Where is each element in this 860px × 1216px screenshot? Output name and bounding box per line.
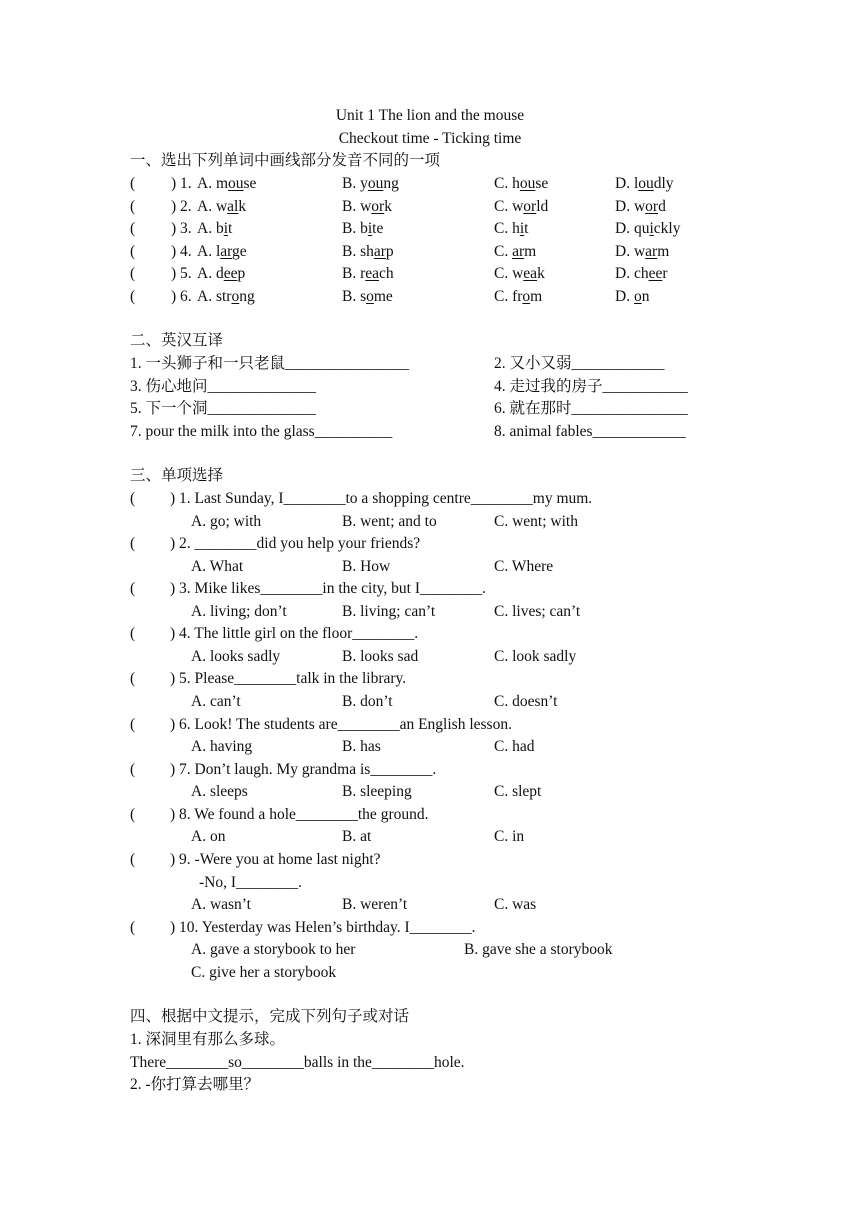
option-b: B. looks sad [342, 647, 419, 665]
section2-heading: 二、英汉互译 [130, 332, 224, 349]
answer-paren: ( [130, 670, 136, 688]
option-b: B. sleeping [342, 783, 412, 801]
underlined-letters: i [367, 220, 373, 238]
option-text: n [641, 288, 650, 305]
option-b: B. went; and to [342, 512, 437, 530]
option-text: B. b [342, 220, 368, 238]
question-10-options-ab [0, 940, 860, 962]
translation-row [0, 399, 860, 421]
option-text: D. l [615, 175, 639, 192]
option-c [494, 287, 542, 307]
option-text: te [372, 220, 384, 238]
option-text: D. w [615, 242, 646, 260]
answer-paren: ( [130, 242, 136, 260]
question-9-stem: ) 9. -Were you at home last night? [170, 851, 381, 868]
question-stem: ) 3. Mike likes________in the city, but I________. [170, 580, 486, 598]
question-7 [0, 760, 860, 782]
option-b [342, 242, 394, 262]
option-text: A. d [197, 265, 224, 283]
title-line-1: Unit 1 The lion and the mouse [335, 107, 525, 124]
option-a [197, 264, 245, 284]
option-c: C. went; with [494, 512, 578, 530]
option-c: C. Where [494, 557, 554, 575]
underlined-letters: ar [220, 242, 233, 260]
translation-row [0, 422, 860, 444]
option-text: C. fr [494, 288, 523, 305]
option-b: B. don’t [342, 692, 393, 710]
question-options [0, 827, 860, 849]
underlined-letters: ar [512, 242, 525, 260]
option-text: se [535, 175, 549, 192]
question-options [0, 647, 860, 669]
question-stem: ) 4. The little girl on the floor________. [170, 625, 419, 643]
answer-paren: ( [130, 265, 136, 283]
option-d [615, 242, 669, 262]
option-text: C. w [494, 265, 524, 283]
option-text: m [530, 288, 543, 305]
underlined-letters: ou [367, 175, 384, 192]
answer-paren: ( [130, 851, 136, 868]
section1-row [0, 174, 860, 196]
option-a: A. sleeps [191, 783, 248, 801]
answer-paren: ( [130, 760, 136, 778]
translation-item: 5. 下一个洞______________ [130, 400, 317, 418]
section4-line-2: There________so________balls in the________hole. [130, 1054, 465, 1071]
translation-item: 8. animal fables____________ [494, 422, 686, 440]
question-options [0, 557, 860, 579]
item-number: ) 2. [171, 197, 192, 215]
question-stem: ) 5. Please________talk in the library. [170, 670, 407, 688]
question-stem: ) 7. Don’t laugh. My grandma is________. [170, 760, 437, 778]
translation-item: 6. 就在那时_______________ [494, 400, 688, 418]
option-text: D. ch [615, 265, 649, 283]
option-a: A. gave a storybook to her [191, 941, 356, 958]
underlined-letters: o [633, 288, 642, 305]
section4-line-3: 2. -你打算去哪里？ [130, 1076, 260, 1093]
answer-paren: ( [130, 805, 136, 823]
option-b: B. gave she a storybook [464, 941, 613, 958]
item-number: ) 6. [171, 288, 192, 305]
option-a: A. wasn’t [191, 896, 251, 913]
answer-paren: ( [130, 625, 136, 643]
option-text: D. [615, 288, 634, 305]
answer-paren: ( [130, 535, 136, 553]
item-number: ) 5. [171, 265, 192, 283]
section1-row [0, 287, 860, 309]
option-c: C. slept [494, 783, 542, 801]
question-stem: ) 2. ________did you help your friends? [170, 535, 421, 553]
underlined-letters: i [649, 220, 654, 238]
answer-paren: ( [130, 715, 136, 733]
translation-item: 4. 走过我的房子___________ [494, 377, 688, 395]
option-text: p [237, 265, 246, 283]
question-options [0, 512, 860, 534]
option-text: ckly [653, 220, 681, 238]
translation-row [0, 377, 860, 399]
option-text: A. l [197, 242, 221, 260]
option-text: A. m [197, 175, 228, 192]
underlined-letters: ou [228, 175, 244, 192]
question-10-option-c: C. give her a storybook [191, 964, 337, 981]
option-c: C. look sadly [494, 647, 577, 665]
option-text: t [228, 220, 233, 238]
underlined-letters: i [519, 220, 525, 238]
answer-paren: ( [130, 197, 136, 215]
option-text: B. y [342, 175, 368, 192]
option-text: D. qu [615, 220, 650, 238]
question-4 [0, 624, 860, 646]
underlined-letters: o [366, 288, 374, 305]
section1-row [0, 197, 860, 219]
underlined-letters: or [523, 197, 537, 215]
question-options [0, 692, 860, 714]
option-text: C. [494, 242, 513, 260]
option-b: B. How [342, 557, 391, 575]
option-text: C. h [494, 175, 520, 192]
question-stem: ) 6. Look! The students are________an English lesson. [170, 715, 512, 733]
option-text: ng [239, 288, 255, 305]
option-c [494, 174, 548, 194]
underlined-letters: i [223, 220, 229, 238]
option-text: p [385, 242, 394, 260]
option-text: m [524, 242, 537, 260]
option-text: B. sh [342, 242, 374, 260]
question-9-options [0, 895, 860, 917]
option-d [615, 219, 680, 239]
option-c: C. had [494, 738, 535, 755]
option-text: A. w [197, 197, 228, 215]
option-c [494, 264, 545, 284]
option-b: B. has [342, 738, 381, 755]
item-number: ) 1. [171, 175, 192, 192]
option-text: se [243, 175, 257, 192]
answer-paren: ( [130, 919, 136, 936]
section1-row [0, 264, 860, 286]
section1-row [0, 242, 860, 264]
option-text: me [373, 288, 393, 305]
question-2 [0, 534, 860, 556]
option-text: k [384, 197, 392, 215]
question-options [0, 737, 860, 759]
underlined-letters: ar [645, 242, 658, 260]
option-c [494, 242, 536, 262]
underlined-letters: ea [365, 265, 380, 283]
item-number: ) 4. [171, 242, 192, 260]
option-text: ng [383, 175, 399, 192]
option-b [342, 174, 399, 194]
option-text: A. str [197, 288, 232, 305]
option-c: C. was [494, 896, 537, 913]
underlined-letters: ea [523, 265, 538, 283]
option-b: B. weren’t [342, 896, 408, 913]
option-a [197, 174, 256, 194]
option-c: C. lives; can’t [494, 602, 581, 620]
option-a [197, 287, 255, 307]
option-b [342, 287, 393, 307]
underlined-letters: ou [638, 175, 654, 192]
underlined-letters: ou [519, 175, 536, 192]
answer-paren: ( [130, 580, 136, 598]
option-text: B. w [342, 197, 372, 215]
question-stem: ) 8. We found a hole________the ground. [170, 805, 429, 823]
option-a: A. go; with [191, 512, 262, 530]
question-3 [0, 579, 860, 601]
answer-paren: ( [130, 288, 136, 305]
underlined-letters: o [231, 288, 240, 305]
translation-item: 7. pour the milk into the glass__________ [130, 422, 393, 440]
option-d [615, 287, 649, 307]
question-stem: ) 1. Last Sunday, I________to a shopping centre________my mum. [170, 490, 593, 507]
option-b [342, 264, 394, 284]
option-text: m [657, 242, 670, 260]
option-text: dly [653, 175, 674, 192]
underlined-letters: ee [648, 265, 663, 283]
translation-item: 3. 伤心地问______________ [130, 377, 317, 395]
option-b [342, 197, 392, 217]
underlined-letters: ar [373, 242, 386, 260]
option-text: D. w [615, 197, 646, 215]
underlined-letters: or [645, 197, 659, 215]
translation-item: 1. 一头狮子和一只老鼠________________ [130, 355, 410, 372]
option-b: B. living; can’t [342, 602, 436, 620]
translation-row [0, 354, 860, 376]
option-d [615, 174, 674, 194]
question-1 [0, 489, 860, 511]
option-c [494, 197, 548, 217]
option-a [197, 242, 247, 262]
option-a: A. having [191, 738, 253, 755]
option-a [197, 219, 232, 239]
section4-heading: 四、根据中文提示，完成下列句子或对话 [130, 1008, 410, 1025]
option-a: A. living; don’t [191, 602, 287, 620]
option-text: ch [379, 265, 394, 283]
option-d [615, 264, 668, 284]
translation-item: 2. 又小又弱____________ [494, 355, 665, 372]
answer-paren: ( [130, 175, 136, 192]
underlined-letters: o [522, 288, 531, 305]
section1-heading: 一、选出下列单词中画线部分发音不同的一项 [130, 152, 441, 169]
option-a: A. on [191, 828, 226, 846]
option-text: C. h [494, 220, 520, 238]
option-a [197, 197, 246, 217]
question-options [0, 782, 860, 804]
option-text: t [524, 220, 529, 238]
question-10-stem: ) 10. Yesterday was Helen’s birthday. I________. [170, 919, 476, 936]
option-text: B. r [342, 265, 366, 283]
answer-paren: ( [130, 490, 136, 507]
option-text: k [238, 197, 247, 215]
option-c [494, 219, 528, 239]
section1-row [0, 219, 860, 241]
underlined-letters: ee [223, 265, 238, 283]
option-b: B. at [342, 828, 372, 846]
question-5 [0, 669, 860, 691]
option-b [342, 219, 383, 239]
section4-line-1: 1. 深洞里有那么多球。 [130, 1031, 286, 1048]
option-text: d [658, 197, 666, 215]
underlined-letters: al [227, 197, 239, 215]
option-text: B. s [342, 288, 367, 305]
option-c: C. in [494, 828, 525, 846]
option-text: ge [232, 242, 247, 260]
answer-paren: ( [130, 220, 136, 238]
option-d [615, 197, 666, 217]
option-c: C. doesn’t [494, 692, 558, 710]
underlined-letters: or [371, 197, 385, 215]
section3-heading: 三、单项选择 [130, 467, 224, 484]
question-8 [0, 805, 860, 827]
question-options [0, 602, 860, 624]
option-a: A. looks sadly [191, 647, 281, 665]
item-number: ) 3. [171, 220, 192, 238]
option-a: A. can’t [191, 692, 241, 710]
option-text: ld [536, 197, 549, 215]
title-line-2: Checkout time - Ticking time [338, 130, 522, 147]
question-9-reply: -No, I________. [199, 874, 302, 891]
option-text: k [537, 265, 545, 283]
option-text: r [662, 265, 668, 283]
option-a: A. What [191, 557, 244, 575]
option-text: C. w [494, 197, 524, 215]
option-text: A. b [197, 220, 224, 238]
question-6 [0, 715, 860, 737]
